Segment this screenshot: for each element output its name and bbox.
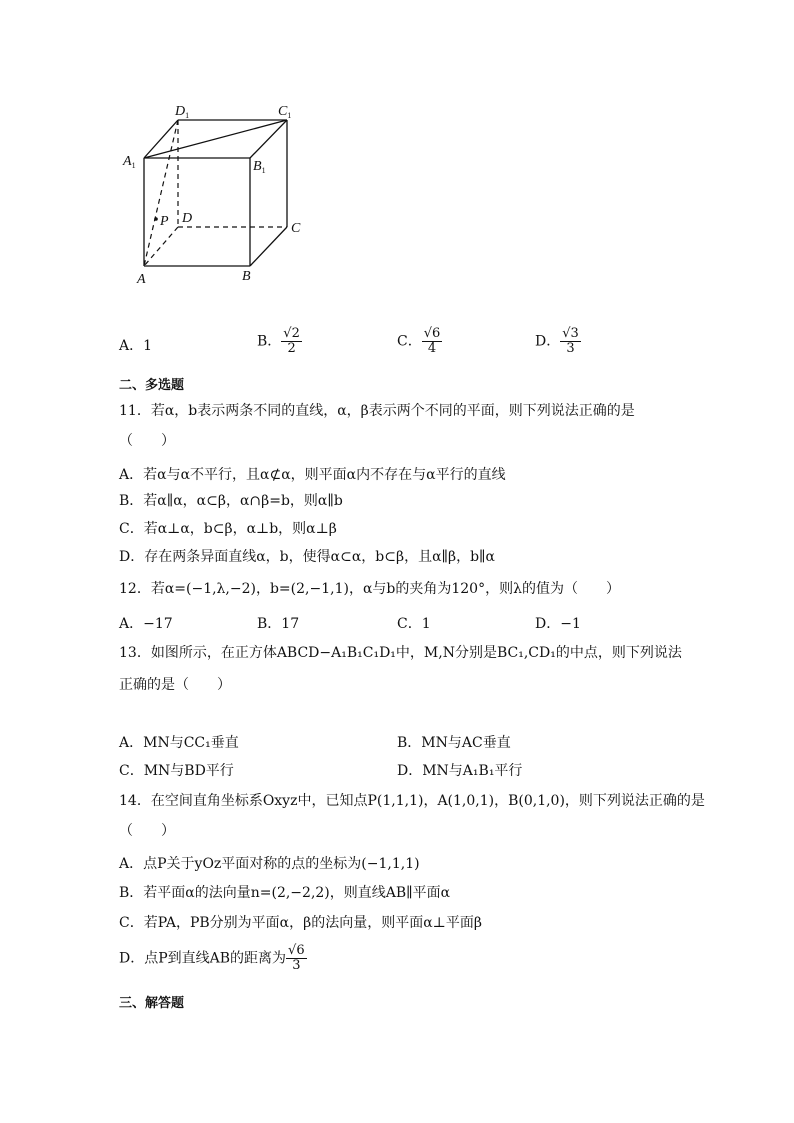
label-c: C (291, 221, 301, 236)
q14-blank: （ ） (119, 823, 175, 839)
q11-option-d: D．存在两条异面直线α，b，使得α⊂α，b⊂β，且α∥β，b∥α (119, 549, 495, 565)
q13-stem-line2: 正确的是（ ） (119, 677, 231, 693)
q12-option-a: A．−17 (119, 616, 173, 632)
q13-option-d: D．MN与A₁B₁平行 (397, 763, 523, 779)
label-d1: $D_1$ (175, 104, 190, 120)
q11-stem: 11．若α，b表示两条不同的直线，α，β表示两个不同的平面，则下列说法正确的是 (119, 403, 635, 419)
point-p (154, 217, 158, 221)
label-b: B (242, 269, 251, 284)
q13-stem-line1: 13．如图所示，在正方体ABCD−A₁B₁C₁D₁中，M,N分别是BC₁,CD₁的中点，则下列说法 (119, 645, 682, 661)
q12-option-c: C．1 (397, 616, 431, 632)
q11-option-b: B．若α∥α，α⊂β，α∩β=b，则α∥b (119, 493, 343, 509)
q12-stem: 12．若α=(−1,λ,−2)，b=(2,−1,1)，α与b的夹角为120°，则λ的值为（ ） (119, 581, 620, 597)
label-p: P (160, 214, 169, 229)
q12-option-b: B．17 (257, 616, 300, 632)
label-a: A (137, 272, 146, 287)
q10-option-a: A．1 (119, 338, 153, 354)
q11-option-a: A．若α与α不平行，且α⊄α，则平面α内不存在与α平行的直线 (119, 467, 506, 483)
q14-option-a: A．点P关于yOz平面对称的点的坐标为(−1,1,1) (119, 856, 420, 872)
q11-blank: （ ） (119, 433, 175, 449)
q13-option-b: B．MN与AC垂直 (397, 735, 511, 751)
q14-option-d: D．点P到直线AB的距离为 $\frac{√6}{3}$ (119, 943, 305, 973)
q12-option-d: D．−1 (535, 616, 581, 632)
label-b1: $B_1$ (253, 159, 266, 175)
section-title-solution: 三、解答题 (119, 996, 185, 1011)
q10-option-d: D． $\frac{√3}{3}$ (535, 326, 579, 356)
q13-option-a: A．MN与CC₁垂直 (119, 735, 239, 751)
label-c1: $C_1$ (278, 104, 292, 120)
label-d: D (182, 211, 193, 226)
q14-option-c: C．若PA，PB分别为平面α，β的法向量，则平面α⊥平面β (119, 915, 482, 931)
q14-option-b: B．若平面α的法向量n=(2,−2,2)，则直线AB∥平面α (119, 885, 451, 901)
section-title-multiple-choice: 二、多选题 (119, 378, 185, 393)
q10-option-b: B． $\frac{√2}{2}$ (257, 326, 300, 356)
q13-option-c: C．MN与BD平行 (119, 763, 234, 779)
q11-option-c: C．若α⊥α，b⊂β，α⊥b，则α⊥β (119, 521, 337, 537)
q10-option-c: C． $\frac{√6}{4}$ (397, 326, 441, 356)
q14-stem: 14．在空间直角坐标系Oxyz中，已知点P(1,1,1)，A(1,0,1)，B(0,1,0)，则下列说法正确的是 (119, 793, 705, 809)
cube-figure (120, 95, 320, 290)
label-a1: $A_1$ (123, 154, 136, 170)
